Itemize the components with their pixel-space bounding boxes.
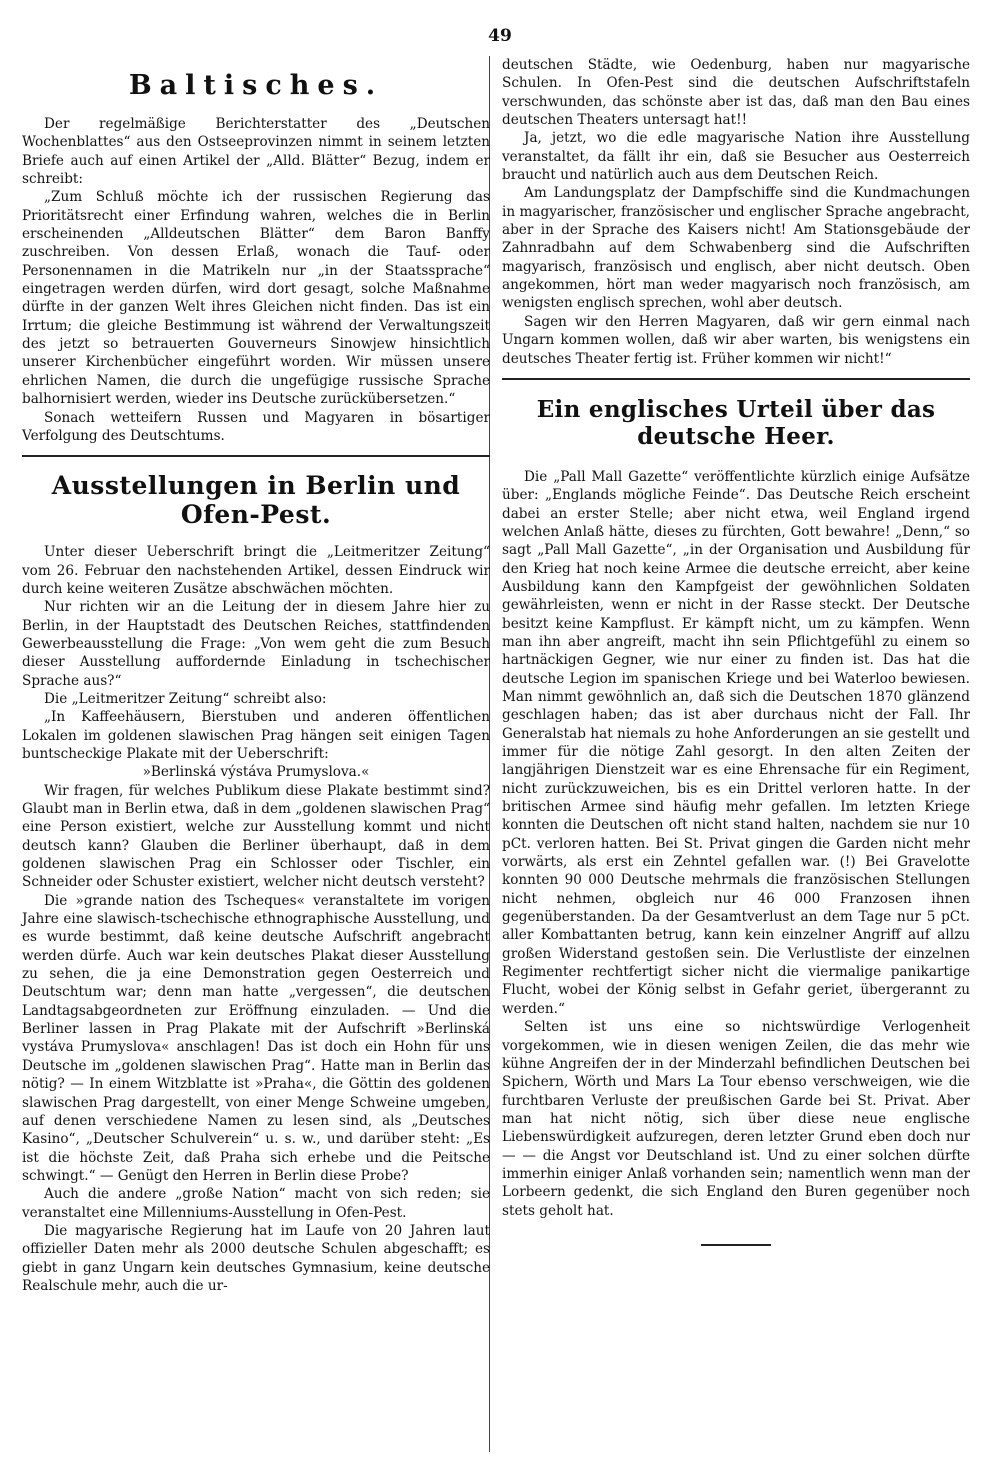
paragraph: Selten ist uns eine so nichtswürdige Verlogenheit vorgekommen, wie in diesen wenigen Zeilen, die das mehr wie kühne Angreifen der in der Minderzahl befindlichen Deutschen bei Spichern, Wörth und Mars La Tour ebenso verschweigen, wie die furchtbaren Verluste der preußischen Garde bei St. Privat. Aber man hat nicht nötig, sich über diese neue englische Liebenswürdigkeit aufzuregen, deren letzter Grund eben doch nur — — die Angst vor Deutschland ist. Und zu einer solchen dürfte immerhin einiger Anlaß vorhanden sein; namentlich wenn man der Lorbeern gedenkt, die sich England den Buren gegenüber noch stets geholt hat.	[502, 1019, 970, 1219]
paragraph: Sonach wetteifern Russen und Magyaren in bösartiger Verfolgung des Deutschtums.	[22, 409, 490, 444]
paragraph: Sagen wir den Herren Magyaren, daß wir gern einmal nach Ungarn kommen wollen, daß wir aber warten, bis wenigstens ein deutsches Theater fertig ist. Früher kommen wir nicht!“	[502, 313, 970, 367]
section-title-baltisches: Baltisches.	[128, 70, 384, 101]
paragraph: Die „Pall Mall Gazette“ veröffentlichte kürzlich einige Aufsätze über: „Englands mögliche Feinde“. Das Deutsche Reich erscheint dabei an erster Stelle; aber nicht etwa, weil England irgend welchen Anlaß hätte, dieses zu fürchten, Gott bewahre! „Denn,“ so sagt „Pall Mall Gazette“, „in der Organisation und Ausbildung für den Krieg hat noch keine Armee die deutsche erreicht, aber keine Ausbildung kann den Kampfgeist der gewöhnlichen Soldaten gewährleisten, wenn er nicht in der Rasse steckt. Der Deutsche besitzt keine Kampflust. Er kämpft nicht, um zu kämpfen. Wenn man ihn aber angreift, macht ihn sein Pflichtgefühl zu einem so hartnäckigen Gegner, wie nur einer zu finden ist. Das hat die deutsche Legion im spanischen Kriege und bei Waterloo bewiesen. Man nimmt gewöhnlich an, daß sich die Deutschen 1870 glänzend geschlagen haben; das ist aber durchaus nicht der Fall. Ihr Generalstab hat niemals zu hohe Anforderungen an sie gestellt und immer für die nötige Zahl gesorgt. In den alten Zeiten der langjährigen Dienstzeit war es eine Ehrensache für ein Regiment, nicht zurückzuweichen, bis es ein Drittel verloren hatte. In der britischen Armee sind häufig mehr gefallen. Im letzten Kriege konnten die Deutschen oft nicht stand halten, nachdem sie nur 10 pCt. verloren hatten. Bei St. Privat gingen die Garden nicht mehr vorwärts, als erst ein Zehntel gefallen war. (!) Bei Gravelotte konnten 90 000 Deutsche mehrmals die französischen Stellungen nicht nehmen, obgleich nur 46 000 Franzosen ihnen gegenüberstanden. Da der Gesamtverlust an dem Tage nur 5 pCt. aller Kombattanten betrug, kann kein einzelner Angriff auf allzu großen Widerstand gestoßen sein. Die Verlustliste der einzelnen Regimenter rechtfertigt sicher nicht die viermalige panikartige Flucht, wobei der König selbst in Gefahr geriet, übergerannt zu werden.“	[502, 468, 970, 1017]
paragraph: Ja, jetzt, wo die edle magyarische Nation ihre Ausstellung veranstaltet, da fällt ihr ein, daß sie Besucher aus Oesterreich braucht und natürlich auch aus dem Deutschen Reich.	[502, 130, 970, 184]
paragraph-centered-quote: »Berlinská výstáva Prumyslova.«	[142, 764, 370, 781]
section-separator	[502, 378, 970, 380]
paragraph: Der regelmäßige Berichterstatter des „Deutschen Wochenblattes“ aus den Ostseeprovinzen nimmt in seinem letzten Briefe auch auf einen Artikel der „Alld. Blätter“ Bezug, indem er schreibt:	[22, 116, 490, 188]
paragraph: „Zum Schluß möchte ich der russischen Regierung das Prioritätsrecht einer Erfindung wahren, welches die in Berlin erscheinenden „Alldeutschen Blätter“ dem Baron Banffy zuschreiben. Von dessen Erlaß, wonach die Tauf- oder Personennamen in die Matrikeln nur „in der Staatssprache“ eingetragen werden dürfen, wird dort gesagt, solche Maßnahme dürfte in der ganzen Welt ihres Gleichen nicht finden. Das ist ein Irrtum; die gleiche Bestimmung ist während der Verwaltungszeit des jetzt so betrauerten Gouverneurs Sinowjew hinsichtlich unserer Kirchenbücher eingeführt worden. Wir müssen unsere ehrlichen Namen, die durch die ungefügige russische Sprache balhornisiert werden, wieder ins Deutsche zurückübersetzen.“	[22, 189, 490, 408]
paragraph: Auch die andere „große Nation“ macht von sich reden; sie veranstaltet eine Millenniums-Ausstellung in Ofen-Pest.	[22, 1186, 490, 1221]
paragraph: Die »grande nation des Tscheques« veranstaltete im vorigen Jahre eine slawisch-tschechische ethnographische Ausstellung, und es wurde bestimmt, daß keine deutsche Aufschrift angebracht werden dürfe. Auch war kein deutsches Plakat dieser Ausstellung zu sehen, die ja eine Demonstration gegen Oesterreich und Deutschtum war; denn man hatte „vergessen“, die deutschen Landtagsabgeordneten zur Eröffnung einzuladen. — Und die Berliner lassen in Prag Plakate mit der Aufschrift »Berlinská vystáva Prumyslova« anschlagen! Das ist doch ein Hohn für uns Deutsche im „goldenen slawischen Prag“. Hatte man in Berlin das nötig? — In einem Witzblatte ist »Praha«, die Göttin des goldenen slawischen Prag dargestellt, von einer Menge Schweine umgeben, auf denen verschiedene Namen zu lesen sind, als „Deutsches Kasino“, „Deutscher Schulverein“ u. s. w., und darüber steht: „Es ist die höchste Zeit, daß Praha sich erhebe und die Peitsche schwingt.“ — Genügt den Herren in Berlin diese Probe?	[22, 892, 490, 1184]
paragraph-continuation: deutschen Städte, wie Oedenburg, haben nur magyarische Schulen. In Ofen-Pest sind die deutschen Aufschriftstafeln verschwunden, das schönste aber ist das, daß man den Bau eines deutschen Theaters untersagt hat!!	[502, 57, 970, 129]
paragraph: Die magyarische Regierung hat im Laufe von 20 Jahren laut offizieller Daten mehr als 2000 deutsche Schulen abgeschafft; es giebt in ganz Ungarn kein deutsches Gymnasium, keine deutsche Realschule mehr, auch die ur-	[22, 1222, 490, 1294]
right-column	[502, 56, 970, 1246]
paragraph: Unter dieser Ueberschrift bringt die „Leitmeritzer Zeitung“ vom 26. Februar den nachstehenden Artikel, dessen Eindruck wir durch keine weiteren Zusätze abschwächen möchten.	[22, 544, 490, 597]
section-title-ausstellungen: Ausstellungen in Berlin und Ofen-Pest.	[51, 471, 461, 530]
section-title-englisches-urteil: Ein englisches Urteil über das deutsche Heer.	[536, 395, 936, 450]
end-rule	[701, 1244, 771, 1246]
page-number: 49	[488, 26, 512, 46]
section-separator	[22, 455, 490, 457]
paragraph: Am Landungsplatz der Dampfschiffe sind die Kundmachungen in magyarischer, französischer und englischer Sprache angebracht, aber in der Sprache des Kaisers nicht! Am Stationsgebäude der Zahnradbahn auf dem Schwabenberg sind die Aufschriften magyarisch, französisch und englisch, aber nicht deutsch. Oben angekommen, hört man weder magyarisch noch französisch, am wenigsten englisch sprechen, wohl aber deutsch.	[502, 185, 970, 312]
paragraph: „In Kaffeehäusern, Bierstuben und anderen öffentlichen Lokalen im goldenen slawischen Prag hängen seit einigen Tagen buntscheckige Plakate mit der Ueberschrift:	[22, 709, 490, 762]
left-column	[22, 56, 490, 1295]
paragraph: Nur richten wir an die Leitung der in diesem Jahre hier zu Berlin, in der Hauptstadt des Deutschen Reiches, stattfindenden Gewerbeausstellung die Frage: „Von wem geht die zum Besuch dieser Ausstellung auffordernde Einladung in tschechischer Sprache aus?“	[22, 599, 490, 689]
paragraph: Die „Leitmeritzer Zeitung“ schreibt also:	[44, 690, 327, 707]
paragraph: Wir fragen, für welches Publikum diese Plakate bestimmt sind? Glaubt man in Berlin etwa, daß in dem „goldenen slawischen Prag“ eine Person existiert, welche zur Ausstellung kommt und nicht deutsch kann? Glauben die Berliner überhaupt, daß in dem goldenen slawischen Prag ein Schlosser oder Tischler, ein Schneider oder Schuster existiert, welcher nicht deutsch versteht?	[22, 782, 490, 891]
